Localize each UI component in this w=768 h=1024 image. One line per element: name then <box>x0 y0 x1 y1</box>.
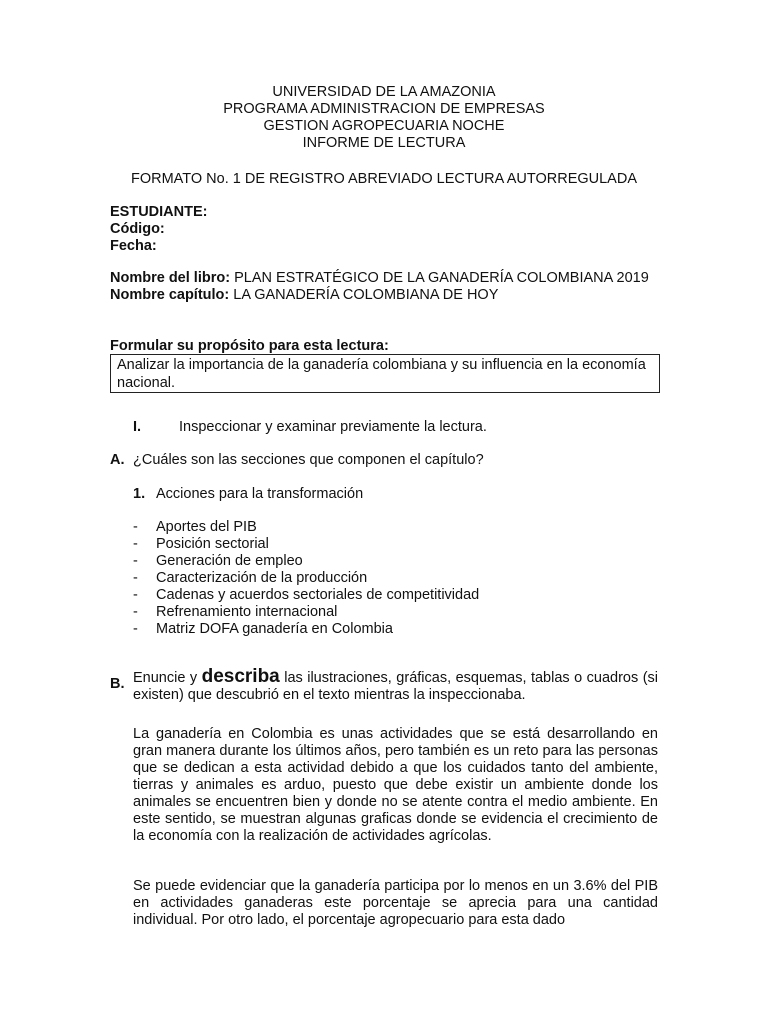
header-line-report: INFORME DE LECTURA <box>302 135 466 151</box>
list-item: - Matriz DOFA ganadería en Colombia <box>133 621 393 637</box>
book-name-label: Nombre del libro: <box>110 270 231 286</box>
question-A-text: ¿Cuáles son las secciones que componen el capítulo? <box>133 452 484 468</box>
book-name-line <box>110 270 670 287</box>
book-info <box>110 270 670 304</box>
chapter-name-value: LA GANADERÍA COLOMBIANA DE HOY <box>233 287 499 303</box>
student-fields <box>110 204 207 255</box>
sections-list <box>133 519 479 638</box>
purpose-label: Formular su propósito para esta lectura: <box>110 338 389 354</box>
format-title: FORMATO No. 1 DE REGISTRO ABREVIADO LECTURA AUTORREGULADA <box>131 171 637 187</box>
item-1 <box>133 486 363 502</box>
list-item: - Posición sectorial <box>133 536 269 552</box>
question-B-text: Enuncie y describa las ilustraciones, gráficas, esquemas, tablas o cuadros (si existen) que descubrió en el texto mientras la inspeccionaba. <box>133 666 658 703</box>
question-A <box>110 452 484 468</box>
question-B <box>110 668 658 704</box>
list-item: - Refrenamiento internacional <box>133 604 338 620</box>
document-header <box>0 84 768 152</box>
section-I-number: I. <box>133 419 142 435</box>
list-item: - Aportes del PIB <box>133 519 257 535</box>
chapter-name-line <box>110 287 670 304</box>
student-label: ESTUDIANTE: <box>110 204 208 220</box>
section-I-text: Inspeccionar y examinar previamente la lectura. <box>179 419 487 435</box>
list-item: - Generación de empleo <box>133 553 303 569</box>
item-1-label: 1. <box>133 486 146 502</box>
chapter-name-label: Nombre capítulo: <box>110 287 230 303</box>
code-label: Código: <box>110 221 165 237</box>
book-name-value: PLAN ESTRATÉGICO DE LA GANADERÍA COLOMBIANA 2019 <box>234 270 649 286</box>
header-line-course: GESTION AGROPECUARIA NOCHE <box>263 118 505 134</box>
body-paragraph-2: Se puede evidenciar que la ganadería participa por lo menos en un 3.6% del PIB en actividades ganaderas este porcentaje se aprecia para una cantidad individual. Por otro lado, el porcentaje agropecuario para esta dado <box>133 878 658 928</box>
header-line-program: PROGRAMA ADMINISTRACION DE EMPRESAS <box>223 101 545 117</box>
body-paragraph-1: La ganadería en Colombia es unas actividades que se está desarrollando en gran manera durante los últimos años, pero también es un reto para las personas que se dedican a esta actividad debido a que los cuidados tanto del ambiente, tierras y animales es arduo, puesto que debe existir un ambiente donde los animales se encuentren bien y donde no se atente contra el medio ambiente. En este sentido, se muestran algunas graficas donde se evidencia el crecimiento de la economía con la realización de actividades agrícolas. <box>133 726 658 844</box>
question-A-label: A. <box>110 452 125 468</box>
section-I <box>133 419 487 435</box>
item-1-text: Acciones para la transformación <box>156 486 364 502</box>
question-B-label: B. <box>110 676 125 692</box>
list-item: - Cadenas y acuerdos sectoriales de competitividad <box>133 587 480 603</box>
list-item: - Caracterización de la producción <box>133 570 368 586</box>
date-label: Fecha: <box>110 238 157 254</box>
purpose-box: Analizar la importancia de la ganadería colombiana y su influencia en la economía nacional. <box>110 354 660 393</box>
question-B-emphasis: describa <box>201 666 280 687</box>
header-line-university: UNIVERSIDAD DE LA AMAZONIA <box>272 84 496 100</box>
